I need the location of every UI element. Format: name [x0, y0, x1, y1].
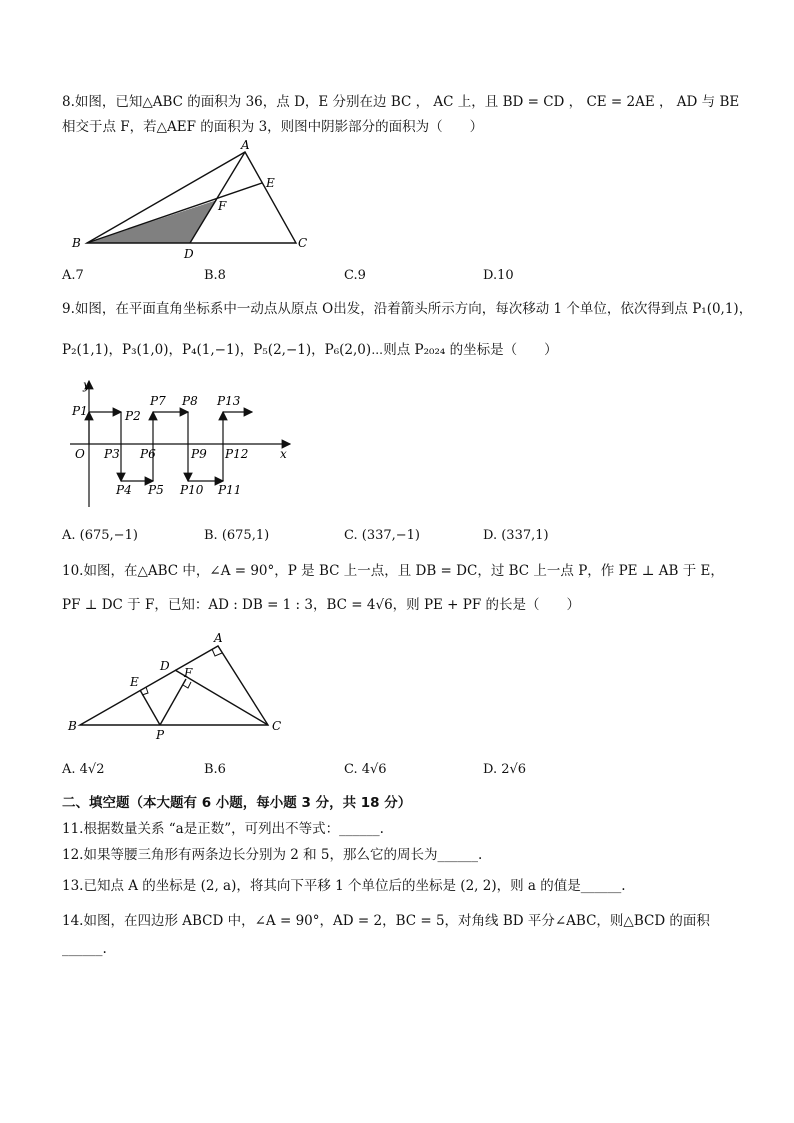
q9-option-b[interactable]: B. (675,1) [204, 528, 270, 543]
q10-option-d[interactable]: D. 2√6 [483, 762, 527, 777]
q9-option-c[interactable]: C. (337,−1) [344, 528, 421, 543]
q9-label-p3: P3 [104, 447, 120, 461]
q9-label-p6: P6 [140, 447, 156, 461]
q8-text-line1: 8.如图，已知△ABC 的面积为 36，点 D，E 分别在边 BC ， AC 上，且 BD = CD ， CE = 2AE ， AD 与 BE [62, 94, 740, 110]
q8-option-d[interactable]: D.10 [483, 268, 514, 283]
q10-label-b: B [68, 719, 77, 733]
q9-label-p8: P8 [182, 394, 198, 408]
q9-label-p2: P2 [125, 409, 141, 423]
q14-text-line2: ______. [62, 941, 107, 957]
q9-label-p10: P10 [180, 483, 204, 497]
q10-option-c[interactable]: C. 4√6 [344, 762, 387, 777]
q10-segment-pe [140, 690, 160, 725]
q10-triangle-figure [60, 628, 300, 743]
q10-label-d: D [160, 659, 170, 673]
q9-coordinate-figure [60, 375, 300, 510]
q8-option-b[interactable]: B.8 [204, 268, 226, 283]
q8-label-e: E [266, 176, 275, 190]
q10-text-line1: 10.如图，在△ABC 中，∠A = 90°，P 是 BC 上一点，且 DB = DC，过 BC 上一点 P，作 PE ⊥ AB 于 E， [62, 563, 724, 579]
q14-text-line1: 14.如图，在四边形 ABCD 中，∠A = 90°，AD = 2，BC = 5，对角线 BD 平分∠ABC，则△BCD 的面积 [62, 913, 710, 929]
q8-segment-ad [190, 152, 245, 243]
q10-label-f: F [184, 666, 193, 680]
q10-option-a[interactable]: A. 4√2 [62, 762, 105, 777]
q9-label-p5: P5 [148, 483, 164, 497]
q12-text: 12.如果等腰三角形有两条边长分别为 2 和 5，那么它的周长为______. [62, 847, 483, 863]
q9-label-p13: P13 [217, 394, 241, 408]
q10-segment-pf [160, 679, 186, 725]
q9-text-line1: 9.如图，在平面直角坐标系中一动点从原点 O出发，沿着箭头所示方向，每次移动 1 个单位，依次得到点 P₁(0,1)， [62, 301, 753, 317]
q9-label-p12: P12 [225, 447, 249, 461]
section2-heading: 二、填空题（本大题有 6 小题，每小题 3 分，共 18 分） [62, 795, 412, 811]
q9-option-d[interactable]: D. (337,1) [483, 528, 549, 543]
q9-label-x: x [280, 447, 287, 461]
q10-label-p: P [156, 728, 165, 742]
q9-label-p9: P9 [191, 447, 207, 461]
q9-label-y: y [83, 378, 90, 392]
q10-triangle-abc [80, 646, 268, 725]
q8-option-c[interactable]: C.9 [344, 268, 366, 283]
q10-label-a: A [214, 631, 223, 645]
q9-label-p1: P1 [72, 404, 88, 418]
q8-triangle-figure [60, 140, 320, 265]
q9-option-a[interactable]: A. (675,−1) [62, 528, 138, 543]
q9-label-p7: P7 [150, 394, 166, 408]
q13-text: 13.已知点 A 的坐标是 (2, a)，将其向下平移 1 个单位后的坐标是 (2, 2)，则 a 的值是______. [62, 878, 626, 894]
q10-label-e: E [130, 675, 139, 689]
q8-label-b: B [72, 236, 81, 250]
q11-text: 11.根据数量关系 “a是正数”，可列出不等式：______. [62, 821, 384, 837]
q8-label-a: A [241, 140, 250, 152]
q9-label-p4: P4 [116, 483, 132, 497]
q10-text-line2: PF ⊥ DC 于 F，已知：AD : DB = 1 : 3，BC = 4√6，则 PE + PF 的长是（ ） [62, 597, 581, 613]
q8-option-a[interactable]: A.7 [62, 268, 84, 283]
q9-text-line2: P₂(1,1)，P₃(1,0)，P₄(1,−1)，P₅(2,−1)，P₆(2,0)⋯则点 P₂₀₂₄ 的坐标是（ ） [62, 342, 558, 358]
q9-label-o: O [75, 447, 85, 461]
q8-label-f: F [218, 199, 227, 213]
q10-option-b[interactable]: B.6 [204, 762, 226, 777]
q8-label-d: D [184, 247, 194, 261]
q9-label-p11: P11 [218, 483, 242, 497]
q10-label-c: C [272, 719, 282, 733]
q8-label-c: C [298, 236, 308, 250]
q8-text-line2: 相交于点 F，若△AEF 的面积为 3，则图中阴影部分的面积为（ ） [62, 119, 484, 135]
